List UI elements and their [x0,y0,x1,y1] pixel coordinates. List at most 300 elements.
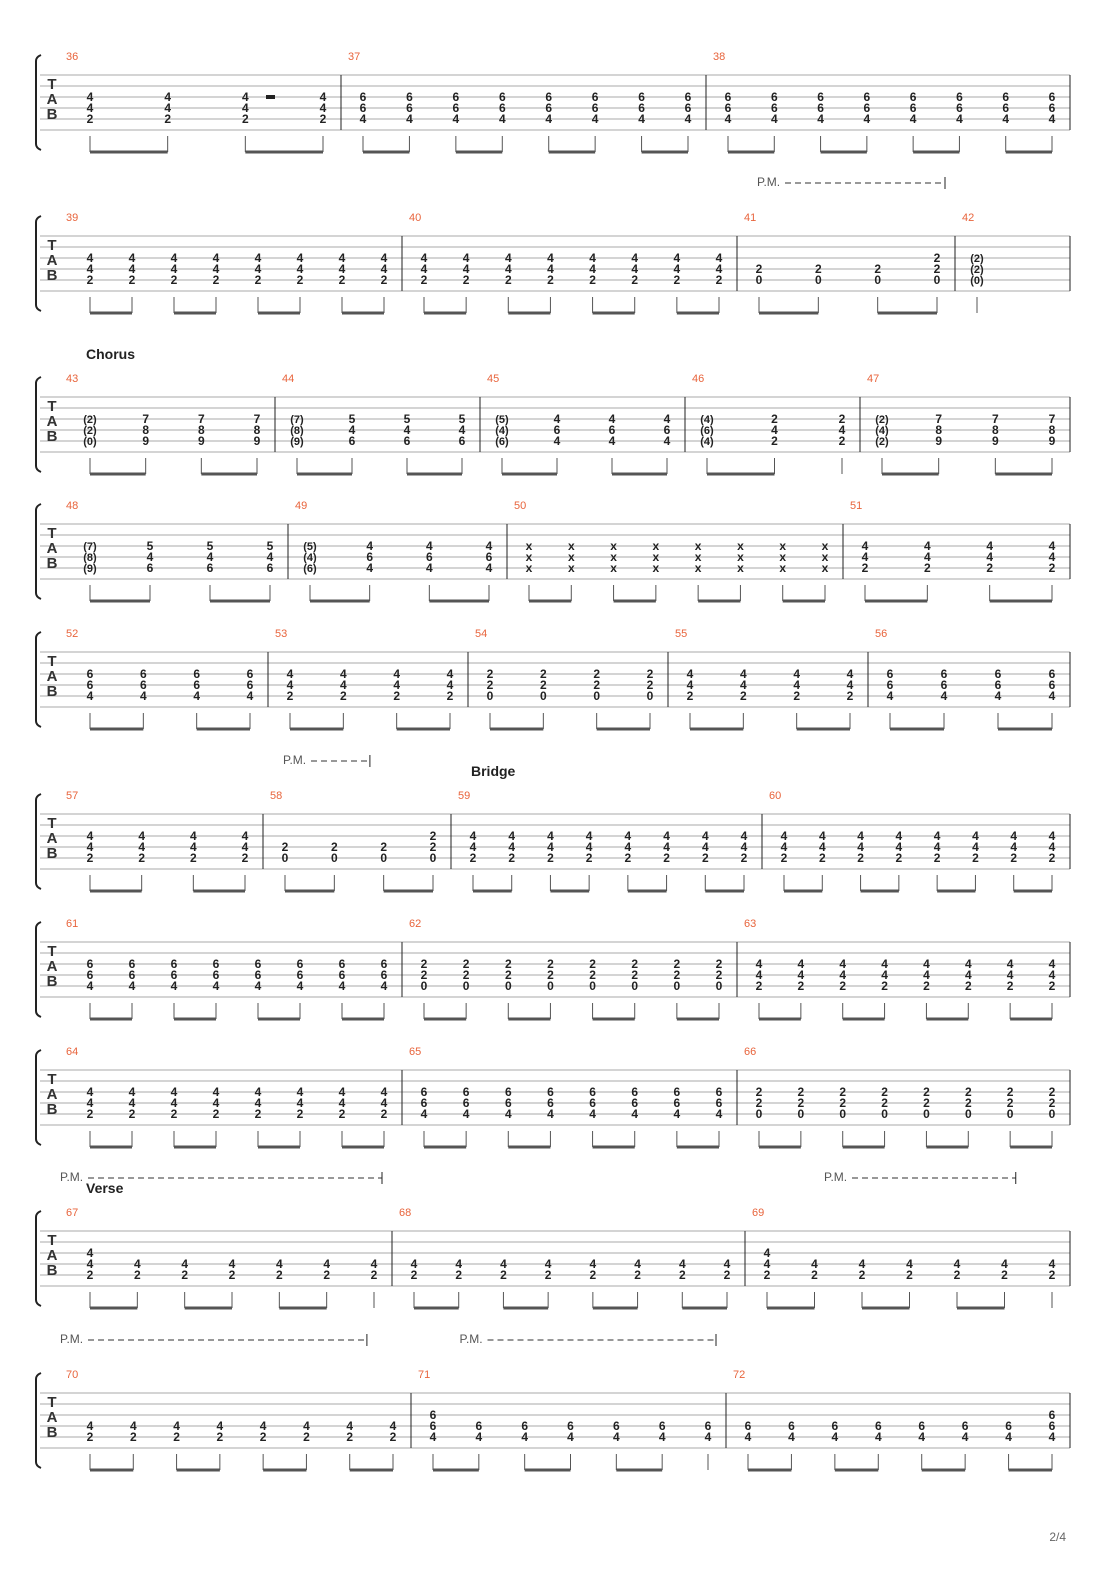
fret-number: 2 [296,273,304,287]
bar-number: 48 [66,500,79,512]
fret-number: 4 [504,1107,512,1121]
fret-number: 0 [593,689,601,703]
fret-number: 4 [589,1257,597,1271]
fret-number: 4 [458,423,466,437]
tab-clef-letter: T [47,1394,57,1411]
fret-number: 4 [129,1419,137,1433]
fret-number: 4 [319,101,327,115]
fret-number: 4 [1010,829,1018,843]
fret-number: 4 [740,829,748,843]
fret-number: 4 [846,667,854,681]
fret-number: 6 [366,550,374,564]
fret-number: 4 [547,251,554,265]
fret-number: 4 [755,968,763,982]
fret-number: 4 [972,840,979,854]
fret-number: 4 [366,561,374,575]
fret-number: 4 [739,667,747,681]
fret-number: 4 [838,423,846,437]
fret-number: 4 [446,678,454,692]
fret-number: 2 [964,979,972,993]
fret-number: 4 [338,1085,346,1099]
fret-number: 2 [504,957,512,971]
fret-number: 4 [504,251,512,265]
fret-number: 4 [146,550,154,564]
fret-number: 2 [86,1430,94,1444]
fret-number: 4 [634,1257,641,1271]
fret-number: 2 [755,979,763,993]
fret-number: 4 [701,840,709,854]
tab-clef-letter: A [46,958,58,975]
fret-number: 4 [701,829,709,843]
page-number: 2/4 [1049,1530,1066,1544]
bar-number: 47 [867,373,880,385]
fret-number: 4 [370,1257,378,1271]
fret-number: 6 [406,90,413,104]
fret-number: 2 [589,273,596,287]
bar-number: 72 [733,1369,746,1381]
fret-number: x [821,550,829,564]
fret-number: 0 [281,851,289,865]
fret-number: x [567,539,575,553]
fret-number: x [567,550,575,564]
fret-number: 2 [164,112,172,126]
tab-clef-letter: T [47,237,57,254]
fret-number: 4 [817,112,824,126]
fret-number: 5 [206,539,214,553]
fret-number: x [779,539,787,553]
bar-number: 37 [348,51,361,63]
fret-number: 2 [793,689,801,703]
bar-number: 52 [66,628,79,640]
fret-number: 2 [504,968,512,982]
fret-number: 6 [1048,90,1056,104]
fret-number: 4 [1048,957,1056,971]
fret-number: 4 [846,678,854,692]
fret-number: 2 [858,1268,866,1282]
fret-number: 6 [715,1085,723,1099]
fret-number: 4 [1006,957,1014,971]
fret-number: 2 [410,1268,418,1282]
fret-number: 4 [1006,968,1014,982]
fret-number: 6 [788,1419,795,1433]
fret-number: 2 [972,851,979,865]
fret-number: 4 [923,539,931,553]
fret-number: 7 [991,412,999,426]
fret-number: 4 [638,112,645,126]
fret-number: x [652,561,660,575]
fret-number: 4 [469,840,477,854]
fret-number: 6 [462,1085,470,1099]
fret-number: 4 [366,539,374,553]
fret-number: 4 [86,1419,94,1433]
fret-number: 4 [485,561,493,575]
fret-number: 4 [86,689,94,703]
fret-number: 4 [585,829,593,843]
fret-number: 4 [663,829,670,843]
fret-number: 2 [212,1107,220,1121]
fret-number: 6 [831,1419,839,1433]
fret-number: 6 [724,101,732,115]
fret-number: 2 [771,412,778,426]
fret-number: 2 [128,1107,136,1121]
fret-number: 4 [797,957,805,971]
fret-number: (4) [700,436,714,448]
bar-number: 36 [66,51,79,63]
fret-number: x [779,561,787,575]
fret-number: 2 [455,1268,463,1282]
fret-number: 2 [128,273,136,287]
fret-number: 2 [462,273,470,287]
fret-number: 2 [547,273,554,287]
fret-number: 2 [881,1085,888,1099]
fret-number: 4 [338,1096,346,1110]
fret-number: 4 [839,968,847,982]
fret-number: 4 [831,1430,839,1444]
fret-number: 2 [631,273,639,287]
fret-number: 2 [170,273,178,287]
fret-number: 2 [715,968,723,982]
palm-mute-label: P.M. [824,1170,848,1184]
fret-number: 4 [455,1257,463,1271]
fret-number: 4 [346,1419,354,1433]
fret-number: 0 [486,689,494,703]
fret-number: 2 [839,979,847,993]
fret-number: 4 [393,678,401,692]
fret-number: 2 [881,979,888,993]
fret-number: 2 [547,968,554,982]
fret-number: 2 [589,1268,597,1282]
fret-number: 4 [254,1096,262,1110]
fret-number: x [610,539,617,553]
fret-number: (8) [290,425,304,437]
fret-number: 6 [406,101,413,115]
fret-number: 4 [241,101,249,115]
fret-number: 4 [286,678,294,692]
fret-number: 2 [241,112,249,126]
bar-number: 56 [875,628,888,640]
tab-clef-letter: B [46,1101,58,1118]
fret-number: 4 [631,251,639,265]
fret-number: 6 [684,101,692,115]
fret-number: 9 [142,434,150,448]
fret-number: 4 [589,1107,596,1121]
fret-number: 2 [797,979,805,993]
fret-number: 4 [923,968,930,982]
fret-number: 6 [631,1096,639,1110]
fret-number: 0 [646,689,654,703]
fret-number: 9 [1048,434,1056,448]
palm-mute-label: P.M. [459,1332,483,1346]
tab-clef-letter: T [47,815,57,832]
fret-number: 4 [173,1419,180,1433]
bar-number: 46 [692,373,705,385]
fret-number: 4 [86,829,94,843]
fret-number: 4 [874,1430,882,1444]
fret-number: 0 [330,851,338,865]
fret-number: 0 [539,689,547,703]
fret-number: 4 [275,1257,283,1271]
fret-number: 4 [216,1419,224,1433]
fret-number: 6 [817,90,824,104]
fret-number: 2 [319,112,327,126]
fret-number: 4 [170,251,178,265]
fret-number: 4 [296,251,304,265]
fret-number: (2) [970,253,984,265]
fret-number: 4 [684,112,692,126]
fret-number: 2 [1001,1268,1008,1282]
fret-number: 6 [1048,667,1056,681]
fret-number: 6 [296,968,304,982]
fret-number: 4 [857,840,864,854]
fret-number: 4 [1048,550,1056,564]
fret-number: 4 [895,829,903,843]
fret-number: 6 [1048,678,1056,692]
fret-number: 4 [508,829,516,843]
fret-number: 5 [266,539,274,553]
fret-number: 4 [631,262,639,276]
fret-number: 4 [380,979,388,993]
fret-number: 2 [462,957,470,971]
fret-number: 4 [296,1096,304,1110]
fret-number: 4 [86,101,94,115]
fret-number: 4 [961,1430,969,1444]
fret-number: x [694,561,702,575]
tab-clef-letter: B [46,845,58,862]
fret-number: 6 [940,678,948,692]
fret-number: 4 [544,1257,552,1271]
fret-number: 7 [197,412,205,426]
fret-number: 4 [567,1430,574,1444]
fret-number: 2 [964,1085,972,1099]
fret-number: 4 [780,829,788,843]
fret-number: 6 [359,101,367,115]
fret-number: 4 [986,539,994,553]
fret-number: 4 [86,262,94,276]
fret-number: 2 [874,262,882,276]
fret-number: 0 [755,1107,763,1121]
fret-number: 6 [631,1085,639,1099]
fret-number: 4 [940,689,948,703]
palm-mute-label: P.M. [60,1170,84,1184]
fret-number: 0 [462,979,470,993]
fret-number: 6 [704,1419,712,1433]
fret-number: 4 [420,262,428,276]
fret-number: 6 [886,678,894,692]
fret-number: 4 [994,689,1002,703]
fret-number: 2 [923,1096,930,1110]
fret-number: 6 [521,1419,529,1433]
fret-number: 4 [380,262,388,276]
fret-number: 2 [663,851,670,865]
fret-number: 2 [838,412,846,426]
fret-number: 2 [923,1085,930,1099]
fret-number: 2 [380,840,388,854]
fret-number: 2 [838,434,846,448]
fret-number: 4 [323,1257,331,1271]
fret-number: 4 [338,262,346,276]
fret-number: 9 [197,434,205,448]
fret-number: 6 [863,101,871,115]
fret-number: 6 [458,434,466,448]
fret-number: 6 [86,678,94,692]
fret-number: 6 [139,667,147,681]
fret-number: 4 [797,968,805,982]
fret-number: 4 [181,1257,189,1271]
fret-number: 2 [281,840,289,854]
fret-number: 4 [429,1430,437,1444]
fret-number: 6 [380,957,388,971]
fret-number: 4 [254,262,262,276]
fret-number: 2 [539,667,547,681]
fret-number: 4 [266,550,274,564]
fret-number: 8 [991,423,999,437]
fret-number: 6 [956,90,963,104]
fret-number: (2) [970,264,984,276]
fret-number: 6 [909,90,917,104]
bar-number: 57 [66,790,79,802]
fret-number: 2 [857,851,864,865]
fret-number: 7 [935,412,943,426]
fret-number: 4 [788,1430,795,1444]
bar-number: 55 [675,628,688,640]
fret-number: 2 [797,1085,805,1099]
fret-number: (0) [83,436,97,448]
fret-number: 2 [380,1107,388,1121]
fret-number: 4 [740,840,748,854]
fret-number: 4 [128,979,136,993]
fret-number: 4 [715,1107,723,1121]
fret-number: 0 [380,851,388,865]
fret-number: 2 [486,667,494,681]
fret-number: 2 [839,1085,847,1099]
fret-number: 6 [254,957,262,971]
tab-clef-letter: T [47,1232,57,1249]
fret-number: 4 [462,262,470,276]
fret-number: 6 [246,667,254,681]
tab-clef-letter: T [47,943,57,960]
fret-number: 6 [504,1085,512,1099]
fret-number: 2 [1006,1096,1014,1110]
fret-number: 6 [212,957,220,971]
fret-number: (6) [303,563,317,575]
fret-number: (9) [83,563,97,575]
fret-number: 4 [1048,840,1056,854]
fret-number: 6 [673,1096,681,1110]
fret-number: (9) [290,436,304,448]
fret-number: 2 [1048,851,1056,865]
fret-number: 0 [1048,1107,1056,1121]
bar-number: 70 [66,1369,79,1381]
fret-number: 2 [486,678,494,692]
fret-number: 4 [86,1085,94,1099]
tab-clef-letter: A [46,1409,58,1426]
fret-number: 6 [994,667,1002,681]
tab-clef-letter: T [47,525,57,542]
fret-number: 2 [254,1107,262,1121]
fret-number: 6 [193,678,201,692]
fret-number: 6 [909,101,917,115]
bar-number: 65 [409,1046,422,1058]
fret-number: 4 [504,262,512,276]
fret-number: 4 [857,829,864,843]
system-bracket [36,794,41,889]
fret-number: 6 [886,667,894,681]
fret-number: 6 [663,423,671,437]
fret-number: 4 [881,957,888,971]
fret-number: x [779,550,787,564]
fret-number: 6 [128,957,136,971]
fret-number: 0 [874,273,882,287]
bar-number: 41 [744,212,757,224]
fret-number: 2 [755,262,763,276]
fret-number: 4 [1048,1257,1056,1271]
fret-number: 4 [485,539,493,553]
fret-number: 4 [624,829,632,843]
tab-clef-letter: A [46,1247,58,1264]
fret-number: 4 [206,550,214,564]
bar-number: 63 [744,918,757,930]
fret-number: 6 [770,101,778,115]
fret-number: 2 [339,689,347,703]
fret-number: 0 [797,1107,805,1121]
fret-number: 4 [138,829,146,843]
fret-number: 2 [86,1107,94,1121]
fret-number: 5 [403,412,411,426]
fret-number: 4 [212,251,220,265]
fret-number: 6 [817,101,824,115]
fret-number: (4) [303,552,317,564]
fret-number: 4 [906,1257,913,1271]
fret-number: 2 [933,262,941,276]
fret-number: x [525,550,533,564]
fret-number: 6 [170,968,178,982]
fret-number: x [737,539,744,553]
fret-number: x [652,550,660,564]
rest-symbol [266,95,275,99]
fret-number: 4 [241,840,249,854]
fret-number: 4 [521,1430,529,1444]
bar-number: 50 [514,500,527,512]
fret-number: 4 [170,1085,178,1099]
bar-number: 71 [418,1369,431,1381]
fret-number: 6 [940,667,948,681]
fret-number: 6 [266,561,274,575]
fret-number: 2 [1048,561,1056,575]
fret-number: 4 [972,829,979,843]
fret-number: 4 [259,1419,267,1433]
section-label: Verse [86,1180,124,1196]
fret-number: (2) [83,425,97,437]
fret-number: 4 [339,667,347,681]
fret-number: 5 [348,412,356,426]
system-bracket [36,55,41,150]
fret-number: 2 [818,851,826,865]
fret-number: 0 [673,979,681,993]
fret-number: 4 [254,1085,262,1099]
fret-number: 2 [296,1107,304,1121]
bar-number: 43 [66,373,79,385]
fret-number: 8 [253,423,261,437]
fret-number: 4 [338,979,346,993]
fret-number: 4 [500,1257,507,1271]
fret-number: 2 [755,1096,763,1110]
fret-number: 4 [964,968,972,982]
fret-number: 4 [589,251,596,265]
bar-number: 69 [752,1207,765,1219]
fret-number: 4 [446,667,454,681]
fret-number: 4 [612,1430,620,1444]
fret-number: 2 [593,678,601,692]
